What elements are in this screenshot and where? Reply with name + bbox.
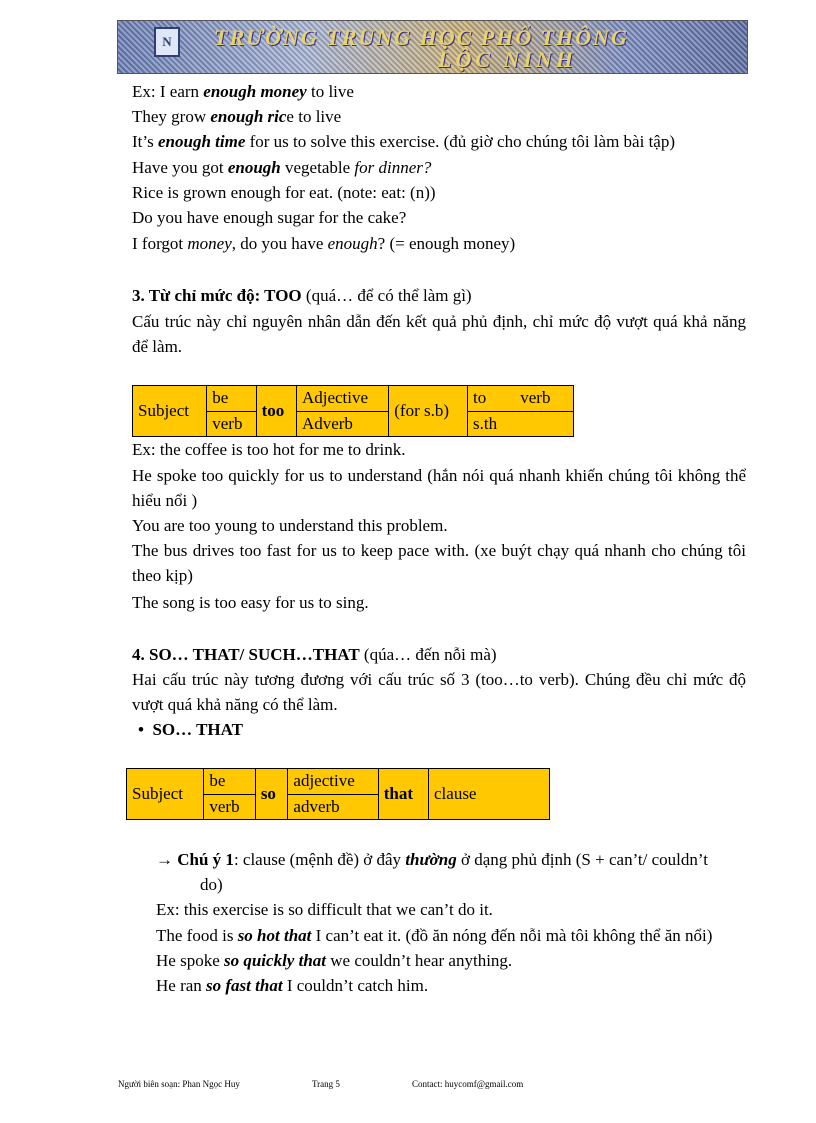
too-example-1: Ex: the coffee is too hot for me to drink. — [132, 440, 406, 459]
so-table-adjective: adjective — [288, 769, 378, 795]
too-table-subject: Subject — [133, 386, 207, 437]
too-structure-table — [132, 385, 574, 437]
section4-description: Hai cấu trúc này tương đương với cấu trúc số 3 (too…to verb). Chúng đều chỉ mức độ vượt quá khả năng có thể làm. — [132, 670, 746, 714]
footer-contact: Contact: huycomf@gmail.com — [412, 1079, 524, 1089]
note-1: → Chú ý 1: clause (mệnh đề) ở đây thường ở dạng phủ định (S + can’t/ couldn’t — [156, 850, 708, 869]
banner-school-type: TRƯỜNG TRUNG HỌC PHỔ THÔNG — [214, 25, 629, 50]
so-table-be: be — [204, 769, 255, 795]
too-example-3: You are too young to understand this problem. — [132, 516, 448, 535]
section3-heading: 3. Từ chỉ mức độ: TOO (quá… để có thể làm gì) — [132, 286, 472, 305]
so-that-structure-table — [126, 768, 550, 820]
footer-author: Người biên soạn: Phan Ngọc Huy — [118, 1079, 240, 1089]
bullet-dot-icon: • — [138, 720, 144, 739]
so-that-example-4: He ran so fast that I couldn’t catch him. — [156, 976, 429, 995]
footer-page-number: Trang 5 — [312, 1079, 340, 1089]
so-that-example-3: He spoke so quickly that we couldn’t hear anything. — [156, 951, 513, 970]
so-table-verb: verb — [204, 794, 255, 820]
too-table-adverb: Adverb — [296, 411, 388, 437]
note-1-continuation: do) — [200, 875, 223, 894]
so-table-clause: clause — [429, 769, 550, 820]
bullet-so-that: • SO… THAT — [138, 720, 243, 739]
too-table-sth: s.th — [468, 411, 574, 437]
section4-heading: 4. SO… THAT/ SUCH…THAT (qúa… đến nỗi mà) — [132, 645, 497, 664]
header-banner — [117, 20, 748, 74]
so-table-that: that — [378, 769, 428, 820]
enough-example-3: It’s enough time for us to solve this exercise. (đủ giờ cho chúng tôi làm bài tập) — [132, 132, 675, 151]
enough-example-6: Do you have enough sugar for the cake? — [132, 208, 407, 227]
so-table-so: so — [255, 769, 288, 820]
too-example-4: The bus drives too fast for us to keep pace with. (xe buýt chạy quá nhanh cho chúng tôi theo kịp) — [132, 541, 746, 585]
section3-description: Cấu trúc này chỉ nguyên nhân dẫn đến kết quả phủ định, chỉ mức độ vượt quá khả năng để làm. — [132, 312, 746, 356]
so-that-example-1: Ex: this exercise is so difficult that we can’t do it. — [156, 900, 493, 919]
too-example-5: The song is too easy for us to sing. — [132, 593, 369, 612]
so-that-example-2: The food is so hot that I can’t eat it. (đồ ăn nóng đến nỗi mà tôi không thể ăn nổi) — [156, 926, 713, 945]
enough-example-5: Rice is grown enough for eat. (note: eat: (n)) — [132, 183, 436, 202]
so-table-subject: Subject — [127, 769, 204, 820]
too-table-adjective: Adjective — [296, 386, 388, 412]
school-logo: N — [154, 27, 180, 57]
so-table-adverb: adverb — [288, 794, 378, 820]
too-table-to-verb: to verb — [468, 386, 574, 412]
enough-example-7: I forgot money, do you have enough? (= enough money) — [132, 234, 516, 253]
too-table-verb: verb — [207, 411, 256, 437]
too-table-be: be — [207, 386, 256, 412]
banner-school-name: LỘC NINH — [438, 47, 577, 72]
too-example-2: He spoke too quickly for us to understand (hắn nói quá nhanh khiến chúng tôi không thể hiểu nổi ) — [132, 466, 746, 510]
arrow-right-icon: → — [156, 850, 173, 869]
enough-example-4: Have you got enough vegetable for dinner? — [132, 158, 432, 177]
too-table-too: too — [256, 386, 296, 437]
enough-example-2: They grow enough rice to live — [132, 107, 342, 126]
enough-example-1: Ex: I earn enough money to live — [132, 82, 354, 101]
too-table-for: (for s.b) — [389, 386, 468, 437]
